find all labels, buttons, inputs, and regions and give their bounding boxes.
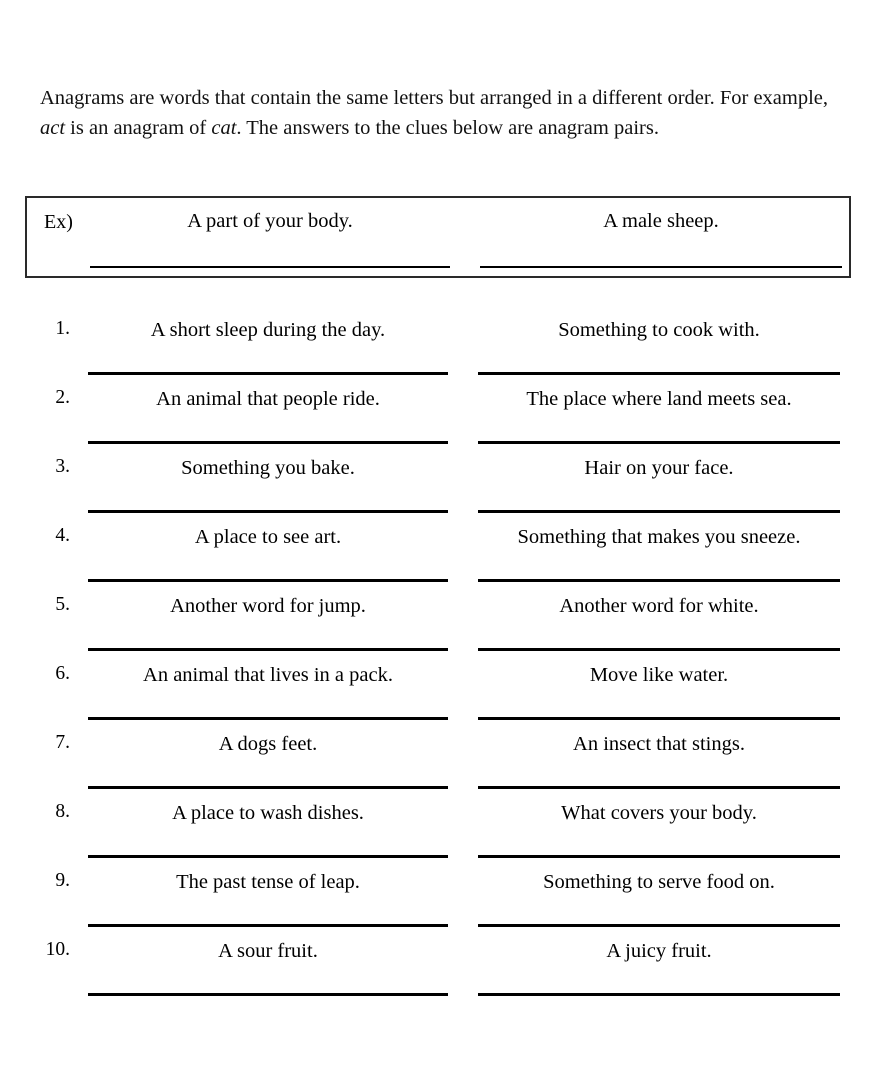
question-number: 10.	[45, 939, 70, 960]
question-number: 6.	[55, 663, 70, 684]
question-row	[0, 924, 880, 993]
question-left-clue: An animal that people ride.	[156, 388, 380, 410]
question-left-clue: A sour fruit.	[218, 940, 318, 962]
question-left-clue: Something you bake.	[181, 457, 355, 479]
question-number: 1.	[55, 318, 70, 339]
question-number: 4.	[55, 525, 70, 546]
question-right-clue: A juicy fruit.	[606, 940, 712, 962]
question-left-clue: An animal that lives in a pack.	[143, 664, 393, 686]
question-left-answer-blank[interactable]	[88, 993, 448, 996]
question-left-clue: A place to wash dishes.	[172, 802, 364, 824]
question-right-clue: The place where land meets sea.	[526, 388, 792, 410]
question-number: 7.	[55, 732, 70, 753]
question-row	[0, 303, 880, 372]
instructions-text-part-2: is an anagram of	[65, 116, 212, 139]
question-row	[0, 579, 880, 648]
instructions-italic-act: act	[40, 116, 66, 139]
example-left-clue: A part of your body.	[187, 210, 353, 232]
instructions-text-part-3: . The answers to the clues below are anagram pairs.	[236, 116, 659, 139]
question-number: 2.	[55, 387, 70, 408]
example-box	[25, 196, 851, 278]
question-row	[0, 855, 880, 924]
question-number: 8.	[55, 801, 70, 822]
question-left-clue: A place to see art.	[194, 526, 342, 548]
question-row	[0, 510, 880, 579]
question-right-clue: Something that makes you sneeze.	[517, 526, 801, 548]
question-list	[0, 303, 880, 993]
instructions-paragraph	[40, 83, 840, 143]
example-right-answer-blank[interactable]	[480, 266, 842, 268]
question-number: 9.	[55, 870, 70, 891]
example-left-answer-blank[interactable]	[90, 266, 450, 268]
question-row	[0, 372, 880, 441]
question-right-clue: Hair on your face.	[584, 457, 734, 479]
question-right-clue: Something to serve food on.	[543, 871, 775, 893]
question-row	[0, 786, 880, 855]
question-left-clue: Another word for jump.	[170, 595, 366, 617]
question-number: 5.	[55, 594, 70, 615]
instructions-text-part-1: Anagrams are words that contain the same letters but arranged in a different order. For example,	[40, 86, 829, 109]
question-right-clue: An insect that stings.	[573, 733, 745, 755]
question-row	[0, 648, 880, 717]
question-number: 3.	[55, 456, 70, 477]
question-left-clue: The past tense of leap.	[176, 871, 360, 893]
example-label: Ex)	[44, 211, 73, 233]
instructions-italic-cat: cat	[211, 116, 237, 139]
example-right-clue: A male sheep.	[603, 210, 719, 232]
question-row	[0, 717, 880, 786]
question-left-clue: A short sleep during the day.	[150, 319, 386, 341]
question-right-clue: Another word for white.	[559, 595, 759, 617]
question-right-clue: Something to cook with.	[558, 319, 760, 341]
question-right-answer-blank[interactable]	[478, 993, 840, 996]
question-row	[0, 441, 880, 510]
question-right-clue: Move like water.	[589, 664, 729, 686]
question-left-clue: A dogs feet.	[218, 733, 318, 755]
example-left-column	[90, 208, 450, 234]
example-right-column	[480, 208, 842, 234]
question-right-clue: What covers your body.	[561, 802, 757, 824]
